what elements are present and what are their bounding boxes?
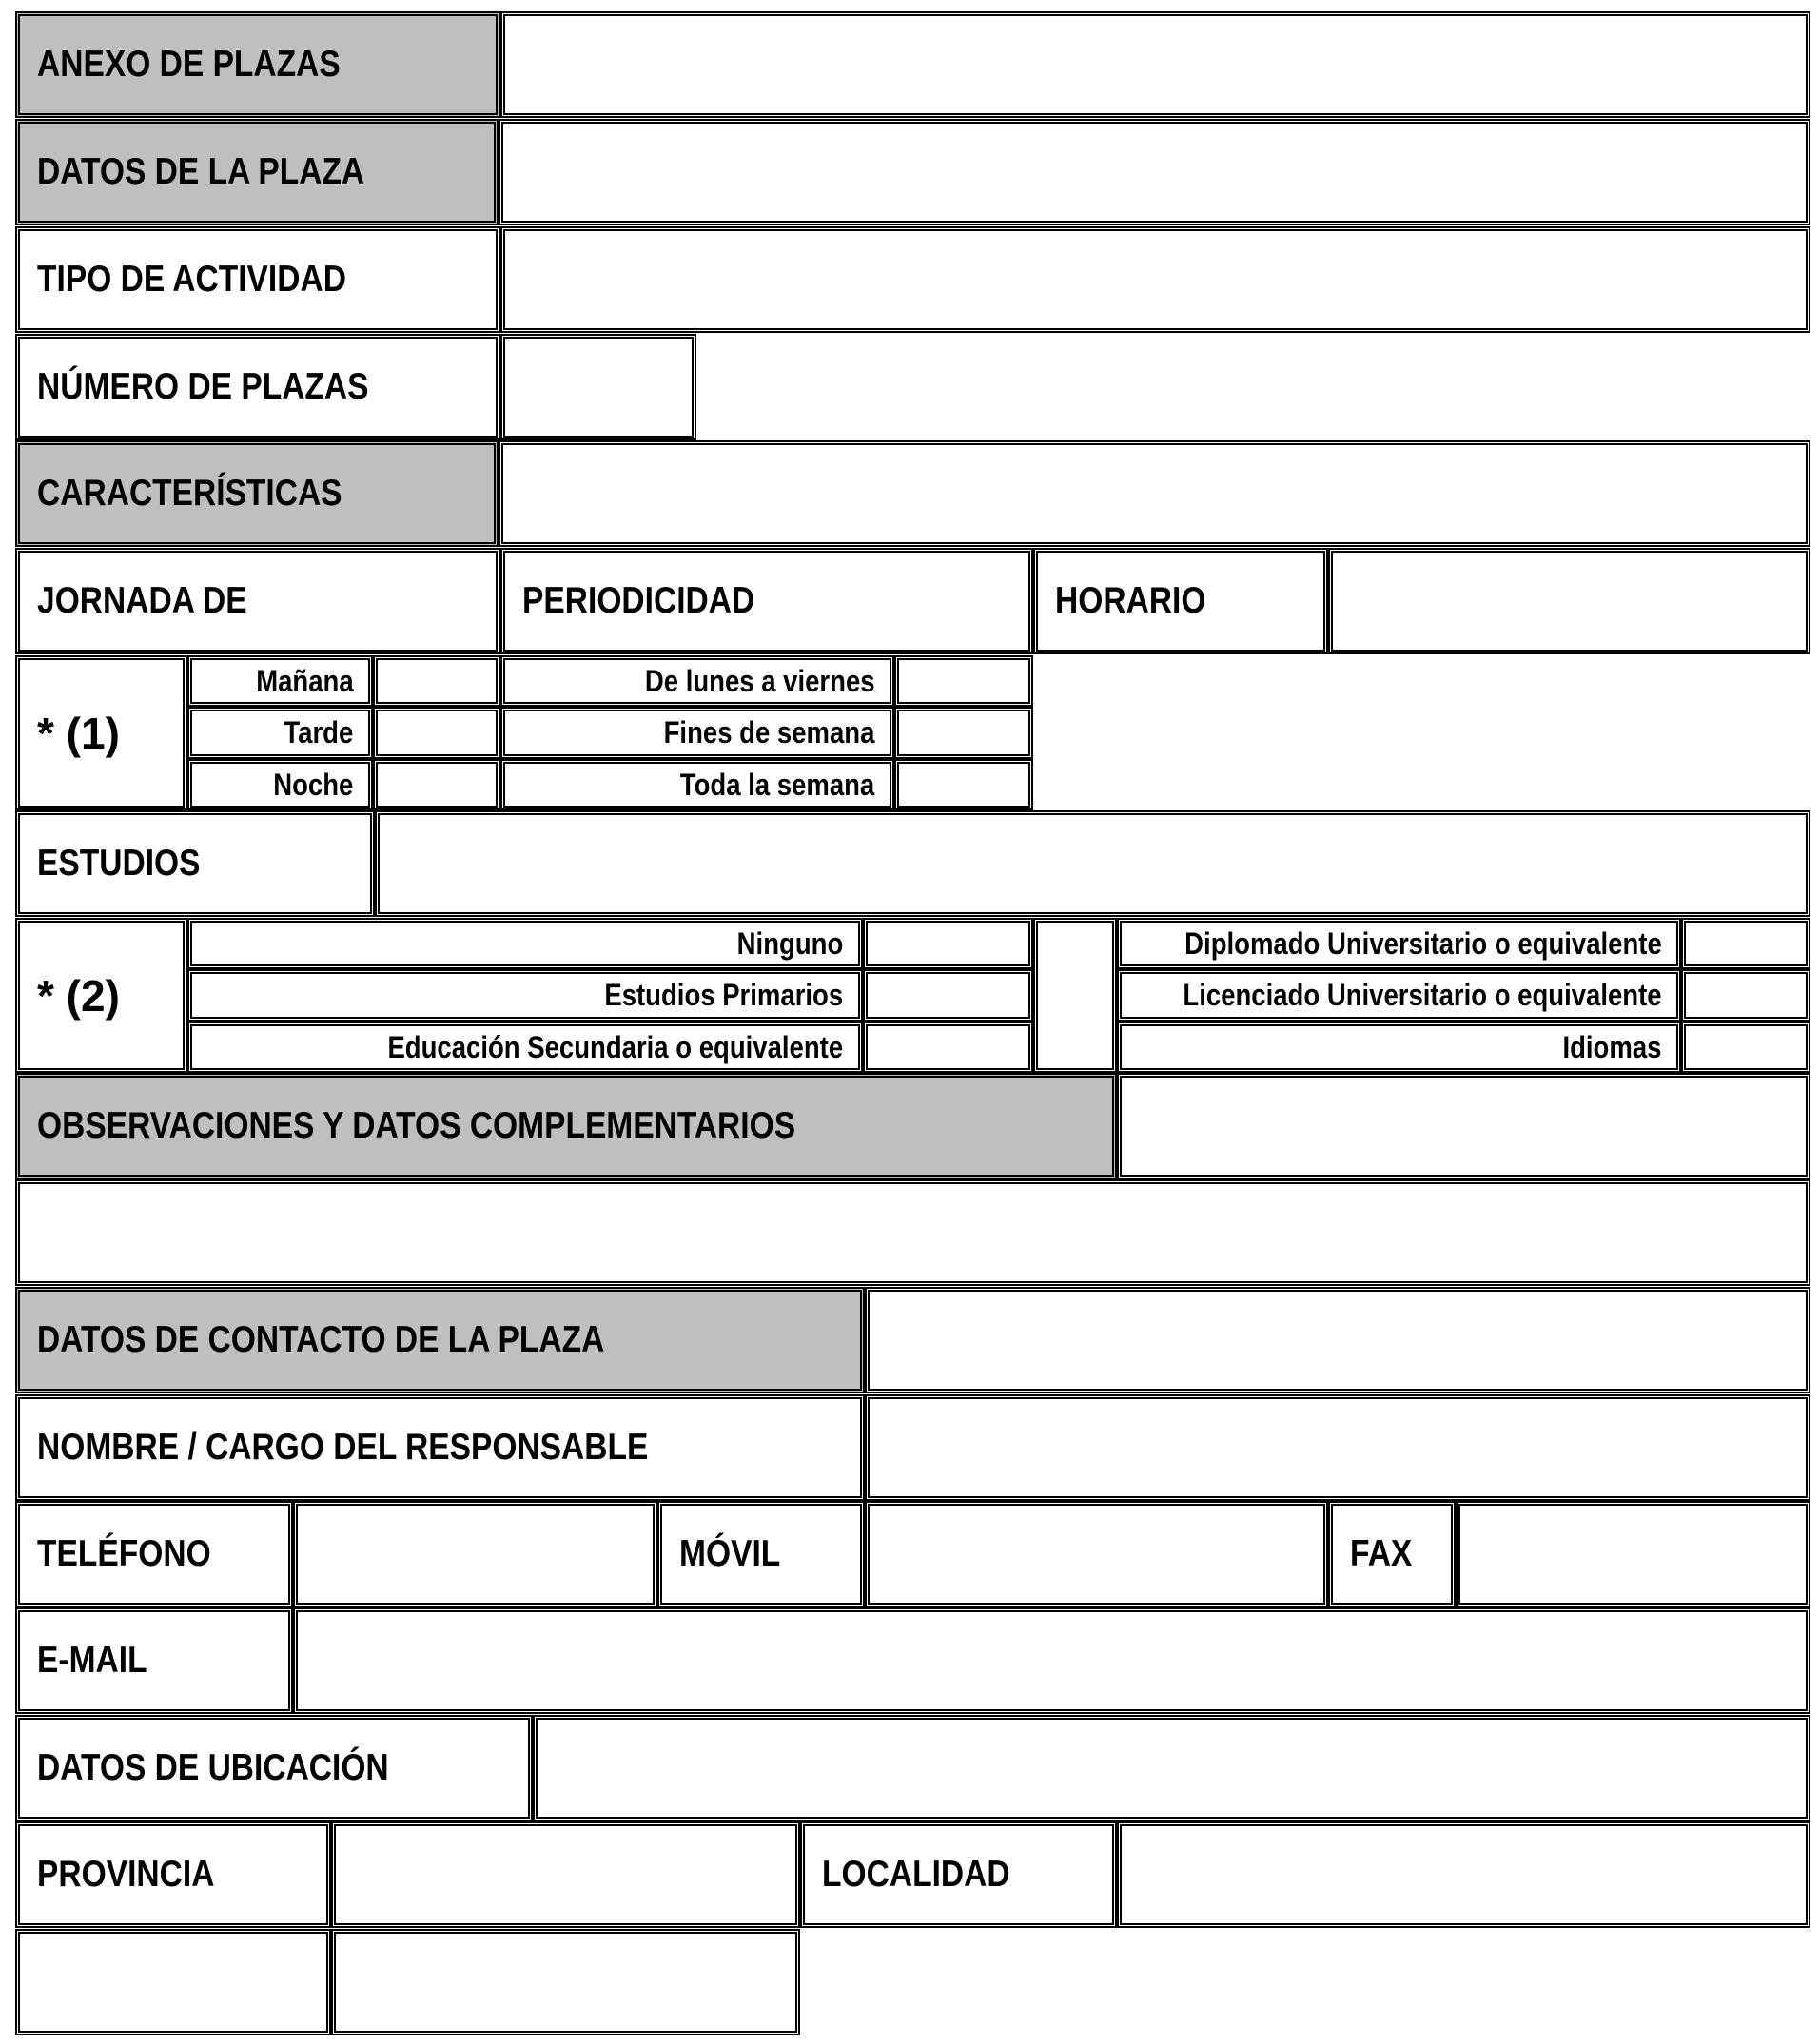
jornada-option-label: Noche [273, 767, 354, 802]
estudios-option-label: Educación Secundaria o equivalente [387, 1029, 844, 1064]
numero-plazas-label-cell [15, 334, 500, 440]
estudios-checkbox-diplomado[interactable] [1681, 918, 1810, 969]
numero-plazas-field[interactable] [500, 334, 696, 440]
ubicacion-label-cell [15, 1715, 533, 1821]
tipo-actividad-field[interactable] [500, 226, 1810, 333]
section-datos-plaza [15, 119, 499, 225]
estudios-checkbox-ninguno[interactable] [863, 918, 1033, 969]
jornada-checkbox-noche[interactable] [373, 759, 500, 810]
estudios-option-label: Ninguno [736, 925, 844, 961]
estudios-checkbox-idiomas[interactable] [1681, 1022, 1810, 1073]
localidad-label: LOCALIDAD [822, 1854, 1010, 1895]
periodicidad-option-lunes-viernes [500, 655, 894, 707]
caracteristicas-value-field[interactable] [499, 440, 1810, 547]
provincia-field[interactable] [331, 1821, 800, 1928]
periodicidad-checkbox-fines-semana[interactable] [894, 707, 1033, 759]
estudios-checkbox-secundaria[interactable] [863, 1022, 1033, 1073]
section-caracteristicas-label: CARACTERÍSTICAS [37, 473, 342, 514]
section-observaciones-label: OBSERVACIONES Y DATOS COMPLEMENTARIOS [37, 1105, 796, 1146]
fax-field[interactable] [1456, 1501, 1810, 1607]
provincia-label-cell [15, 1821, 331, 1928]
estudios-spacer-cell [1033, 918, 1117, 1073]
provincia-label: PROVINCIA [37, 1854, 215, 1895]
note2-cell [15, 918, 187, 1073]
section-anexo [15, 11, 500, 118]
periodicidad-option-fines-semana [500, 707, 894, 759]
periodicidad-checkbox-lunes-viernes[interactable] [894, 655, 1033, 707]
note1-cell [15, 655, 187, 810]
horario-field[interactable] [1328, 548, 1810, 654]
estudios-option-licenciado [1117, 969, 1681, 1022]
estudios-option-label: Licenciado Universitario o equivalente [1183, 978, 1662, 1012]
estudios-checkbox-primarios[interactable] [863, 969, 1033, 1022]
note2-marker: * (2) [37, 970, 120, 1021]
section-datos-plaza-label: DATOS DE LA PLAZA [37, 151, 365, 192]
jornada-option-manana [187, 655, 373, 707]
estudios-option-ninguno [187, 918, 863, 969]
section-contacto-label: DATOS DE CONTACTO DE LA PLAZA [37, 1319, 605, 1360]
section-observaciones [15, 1073, 1117, 1179]
jornada-option-tarde [187, 707, 373, 759]
note1-marker: * (1) [37, 708, 120, 758]
estudios-option-diplomado [1117, 918, 1681, 969]
periodicidad-option-label: Fines de semana [663, 715, 875, 749]
email-label: E-MAIL [37, 1640, 147, 1681]
horario-label-cell [1033, 548, 1328, 654]
estudios-option-label: Estudios Primarios [604, 978, 844, 1012]
observaciones-header-field[interactable] [1117, 1073, 1810, 1179]
jornada-option-label: Mañana [256, 663, 354, 698]
section-contacto [15, 1287, 865, 1393]
ubicacion-field[interactable] [533, 1715, 1810, 1821]
telefono-label: TELÉFONO [37, 1533, 211, 1574]
numero-plazas-label: NÚMERO DE PLAZAS [37, 366, 369, 407]
nombre-cargo-label: NOMBRE / CARGO DEL RESPONSABLE [37, 1427, 649, 1468]
datos-plaza-value-field[interactable] [499, 119, 1810, 225]
tipo-actividad-label: TIPO DE ACTIVIDAD [37, 259, 346, 300]
horario-label: HORARIO [1055, 580, 1206, 621]
periodicidad-label: PERIODICIDAD [522, 580, 755, 621]
estudios-label-cell [15, 810, 375, 917]
extra-field-1[interactable] [15, 1929, 331, 2035]
periodicidad-option-toda-semana [500, 759, 894, 810]
email-label-cell [15, 1607, 293, 1714]
telefono-field[interactable] [293, 1501, 657, 1607]
estudios-label: ESTUDIOS [37, 843, 201, 884]
contacto-header-field[interactable] [865, 1287, 1810, 1393]
ubicacion-label: DATOS DE UBICACIÓN [37, 1747, 389, 1788]
fax-label-cell [1328, 1501, 1456, 1607]
fax-label: FAX [1350, 1533, 1413, 1574]
estudios-field[interactable] [375, 810, 1810, 917]
jornada-checkbox-tarde[interactable] [373, 707, 500, 759]
nombre-cargo-label-cell [15, 1394, 865, 1501]
periodicidad-label-cell [500, 548, 1033, 654]
jornada-option-noche [187, 759, 373, 810]
periodicidad-option-label: De lunes a viernes [644, 663, 875, 698]
extra-field-2[interactable] [331, 1929, 800, 2035]
periodicidad-option-label: Toda la semana [680, 767, 875, 802]
estudios-checkbox-licenciado[interactable] [1681, 969, 1810, 1022]
jornada-option-label: Tarde [284, 715, 354, 749]
localidad-field[interactable] [1117, 1821, 1810, 1928]
movil-label: MÓVIL [679, 1533, 781, 1574]
section-anexo-label: ANEXO DE PLAZAS [37, 44, 341, 85]
estudios-option-primarios [187, 969, 863, 1022]
observaciones-field[interactable] [15, 1179, 1810, 1286]
estudios-option-label: Idiomas [1562, 1029, 1662, 1064]
email-field[interactable] [293, 1607, 1810, 1714]
jornada-label-cell [15, 548, 500, 654]
section-caracteristicas [15, 440, 499, 547]
localidad-label-cell [800, 1821, 1117, 1928]
movil-label-cell [657, 1501, 865, 1607]
estudios-option-idiomas [1117, 1022, 1681, 1073]
nombre-cargo-field[interactable] [865, 1394, 1810, 1501]
jornada-checkbox-manana[interactable] [373, 655, 500, 707]
telefono-label-cell [15, 1501, 293, 1607]
periodicidad-checkbox-toda-semana[interactable] [894, 759, 1033, 810]
movil-field[interactable] [865, 1501, 1328, 1607]
jornada-label: JORNADA DE [37, 580, 247, 621]
anexo-value-field[interactable] [500, 11, 1810, 118]
tipo-actividad-label-cell [15, 226, 500, 333]
estudios-option-secundaria [187, 1022, 863, 1073]
estudios-option-label: Diplomado Universitario o equivalente [1184, 925, 1662, 961]
